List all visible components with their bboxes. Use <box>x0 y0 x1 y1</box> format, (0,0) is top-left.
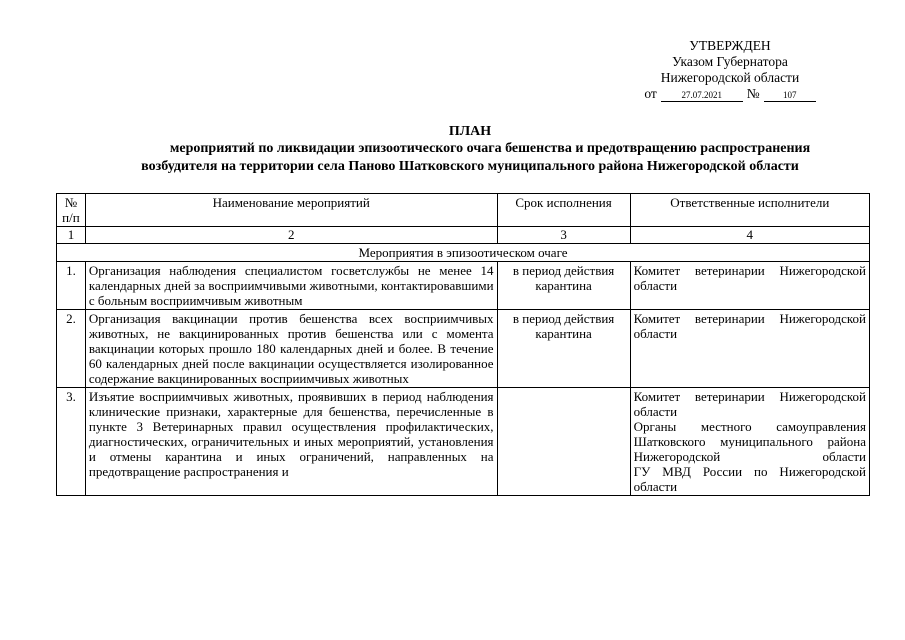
responsible-line: Органы местного самоуправления Шатковского муниципального района Нижегородской области <box>633 419 866 464</box>
responsible-line: Комитет ветеринарии Нижегородской области <box>633 311 866 341</box>
row-term <box>497 388 630 496</box>
responsible-line: ГУ МВД России по Нижегородской области <box>633 464 866 494</box>
section-title: Мероприятия в эпизоотическом очаге <box>57 244 870 262</box>
row-number: 1. <box>57 262 86 310</box>
plan-heading: ПЛАН <box>448 124 492 139</box>
index-cell: 4 <box>630 227 869 244</box>
responsible-line: Комитет ветеринарии Нижегородской области <box>633 389 866 419</box>
approval-line-1: УТВЕРЖДЕН <box>689 38 771 53</box>
table-row <box>57 310 870 388</box>
index-cell: 3 <box>497 227 630 244</box>
table-header-row <box>57 194 870 227</box>
header-num: № п/п <box>57 194 86 227</box>
approval-block <box>600 38 860 102</box>
plan-table <box>56 193 870 496</box>
row-responsible <box>630 310 869 388</box>
header-term: Срок исполнения <box>497 194 630 227</box>
plan-subtitle-line-1: мероприятий по ликвидации эпизоотического очага бешенства и предотвращению распространения <box>169 141 811 156</box>
row-number: 3. <box>57 388 86 496</box>
index-cell: 2 <box>85 227 497 244</box>
header-name: Наименование мероприятий <box>85 194 497 227</box>
plan-subtitle-line-2: возбудителя на территории села Паново Шатковского муниципального района Нижегородской области <box>141 159 799 174</box>
table-row <box>57 262 870 310</box>
row-term: в период действия карантина <box>497 262 630 310</box>
decree-number: 107 <box>764 90 816 102</box>
row-activity: Организация наблюдения специалистом госветслужбы не менее 14 календарных дней за восприимчивыми животными, контактировавшими с больным восприимчивым животным <box>85 262 497 310</box>
responsible-line: Комитет ветеринарии Нижегородской области <box>633 263 866 293</box>
row-responsible <box>630 262 869 310</box>
table-index-row <box>57 227 870 244</box>
approval-line-3: Нижегородской области <box>660 70 800 85</box>
number-prefix: № <box>746 86 760 101</box>
row-number: 2. <box>57 310 86 388</box>
decree-date: 27.07.2021 <box>661 90 743 102</box>
header-resp: Ответственные исполнители <box>630 194 869 227</box>
row-term: в период действия карантина <box>497 310 630 388</box>
table-row <box>57 388 870 496</box>
row-activity: Организация вакцинации против бешенства всех восприимчивых животных, не вакцинированных против бешенства или с момента вакцинации которых прошло 180 календарных дней и более. В течение 60 календарных дней после вакцинации осуществляется изолированное содержание вакцинированных восприимчивых животных <box>85 310 497 388</box>
row-activity: Изъятие восприимчивых животных, проявивших в период наблюдения клинические признаки, характерные для бешенства, перечисленные в пункте 3 Ветеринарных правил осуществления профилактических, диагностических, ограничительных и иных мероприятий, установления и отмены карантина и иных ограничений, направленных на предотвращение распространения и <box>85 388 497 496</box>
approval-line-2: Указом Губернатора <box>672 54 788 69</box>
row-responsible <box>630 388 869 496</box>
index-cell: 1 <box>57 227 86 244</box>
date-prefix: от <box>644 86 657 101</box>
approval-date-line <box>600 86 860 102</box>
section-row <box>57 244 870 262</box>
